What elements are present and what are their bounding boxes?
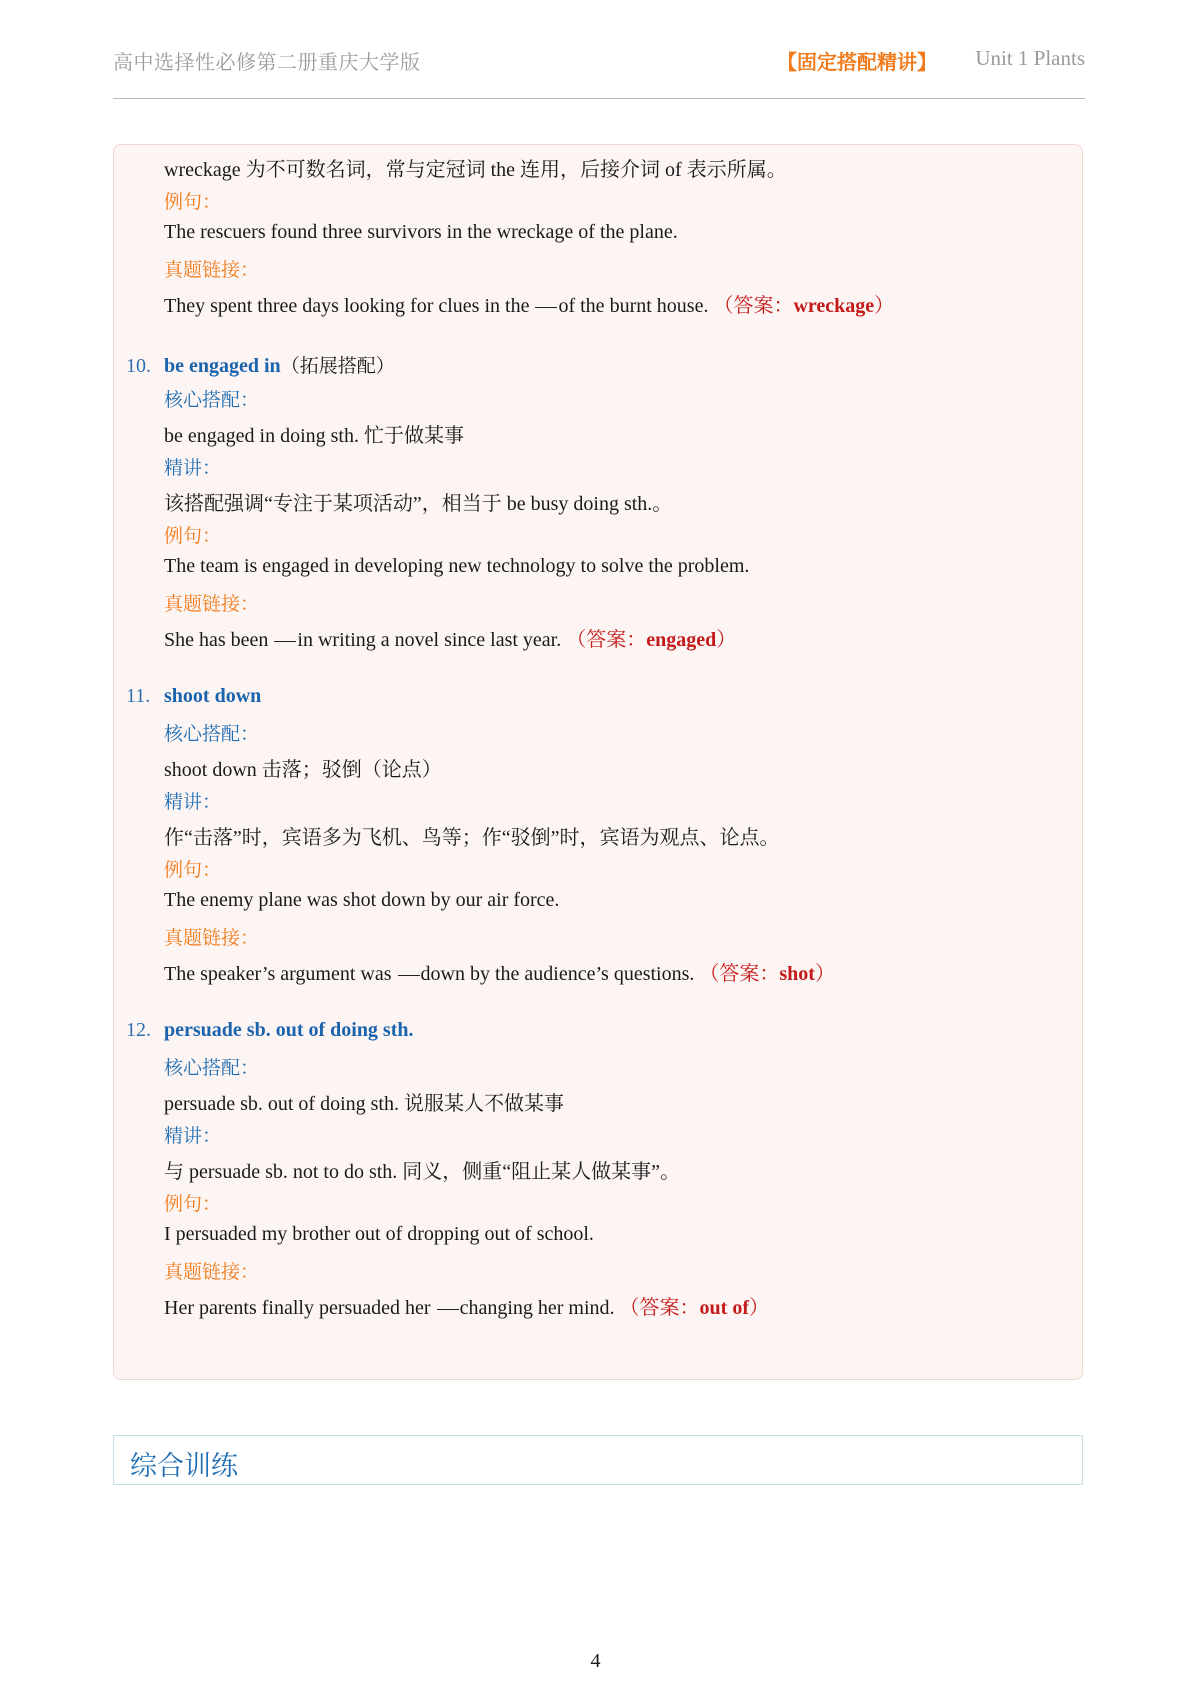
exam-link-label: 真题链接： [164, 1261, 260, 1283]
book-title: 高中选择性必修第二册重庆大学版 [113, 50, 421, 74]
exam-link-label: 真题链接： [164, 259, 260, 281]
item-heading: 10. be engaged in（拓展搭配） [126, 355, 395, 377]
core-text: persuade sb. out of doing sth. 说服某人不做某事 [164, 1093, 564, 1115]
item9-example: The rescuers found three survivors in the wreckage of the plane. [164, 221, 678, 243]
explain-label: 精讲： [164, 791, 222, 813]
example-text: The team is engaged in developing new technology to solve the problem. [164, 555, 750, 577]
answer: （答案：out of） [619, 1295, 769, 1319]
exam-link-label: 真题链接： [164, 927, 260, 949]
exam-text-pre: They spent three days looking for clues in the [164, 295, 535, 317]
phrase: shoot down [164, 685, 262, 707]
answer-blank [437, 1309, 459, 1310]
exam-text-post: of the burnt house. [558, 295, 709, 317]
example-text: I persuaded my brother out of dropping out of school. [164, 1223, 594, 1245]
section-title: 综合训练 [130, 1451, 238, 1482]
explain-text: 与 persuade sb. not to do sth. 同义，侧重“阻止某人做某事”。 [164, 1161, 681, 1183]
item-heading: 12. persuade sb. out of doing sth. [126, 1019, 414, 1041]
explain-label: 精讲： [164, 457, 222, 479]
exam-text: She has been in writing a novel since last year. （答案：engaged） [164, 627, 737, 651]
answer-blank [535, 307, 557, 308]
example-label: 例句： [164, 859, 222, 881]
exam-text: Her parents finally persuaded her changing her mind. （答案：out of） [164, 1295, 769, 1319]
example-label: 例句： [164, 191, 222, 213]
item-heading: 11. shoot down [126, 685, 262, 707]
explain-label: 精讲： [164, 1125, 222, 1147]
example-text: The enemy plane was shot down by our air force. [164, 889, 560, 911]
answer: （答案：engaged） [566, 627, 737, 651]
collocation-card [113, 144, 1083, 1380]
page-number: 4 [590, 1650, 601, 1672]
core-label: 核心搭配： [164, 389, 260, 411]
example-label: 例句： [164, 1193, 222, 1215]
explain-text: 作“击落”时，宾语多为飞机、鸟等；作“驳倒”时，宾语为观点、论点。 [164, 827, 780, 849]
core-label: 核心搭配： [164, 723, 260, 745]
answer-blank [398, 975, 420, 976]
item9-exam [164, 289, 894, 318]
exam-text: The speaker’s argument was down by the audience’s questions. （答案：shot） [164, 961, 835, 985]
answer-blank [274, 641, 296, 642]
section-header [113, 1435, 1083, 1485]
section-tag: 【固定搭配精讲】 [777, 50, 937, 74]
phrase: persuade sb. out of doing sth. [164, 1019, 414, 1041]
example-label: 例句： [164, 525, 222, 547]
explain-text: 该搭配强调“专注于某项活动”，相当于 be busy doing sth.。 [164, 493, 673, 515]
core-label: 核心搭配： [164, 1057, 260, 1079]
page-header [113, 46, 1085, 99]
item9-note: wreckage 为不可数名词，常与定冠词 the 连用，后接介词 of 表示所属。 [164, 159, 787, 181]
answer: （答案：shot） [699, 961, 835, 985]
core-text: be engaged in doing sth. 忙于做某事 [164, 425, 464, 447]
answer: （答案：wreckage） [713, 293, 895, 317]
core-text: shoot down 击落；驳倒（论点） [164, 759, 442, 781]
unit-title: Unit 1 Plants [975, 46, 1085, 70]
phrase: be engaged in [164, 355, 281, 377]
exam-link-label: 真题链接： [164, 593, 260, 615]
